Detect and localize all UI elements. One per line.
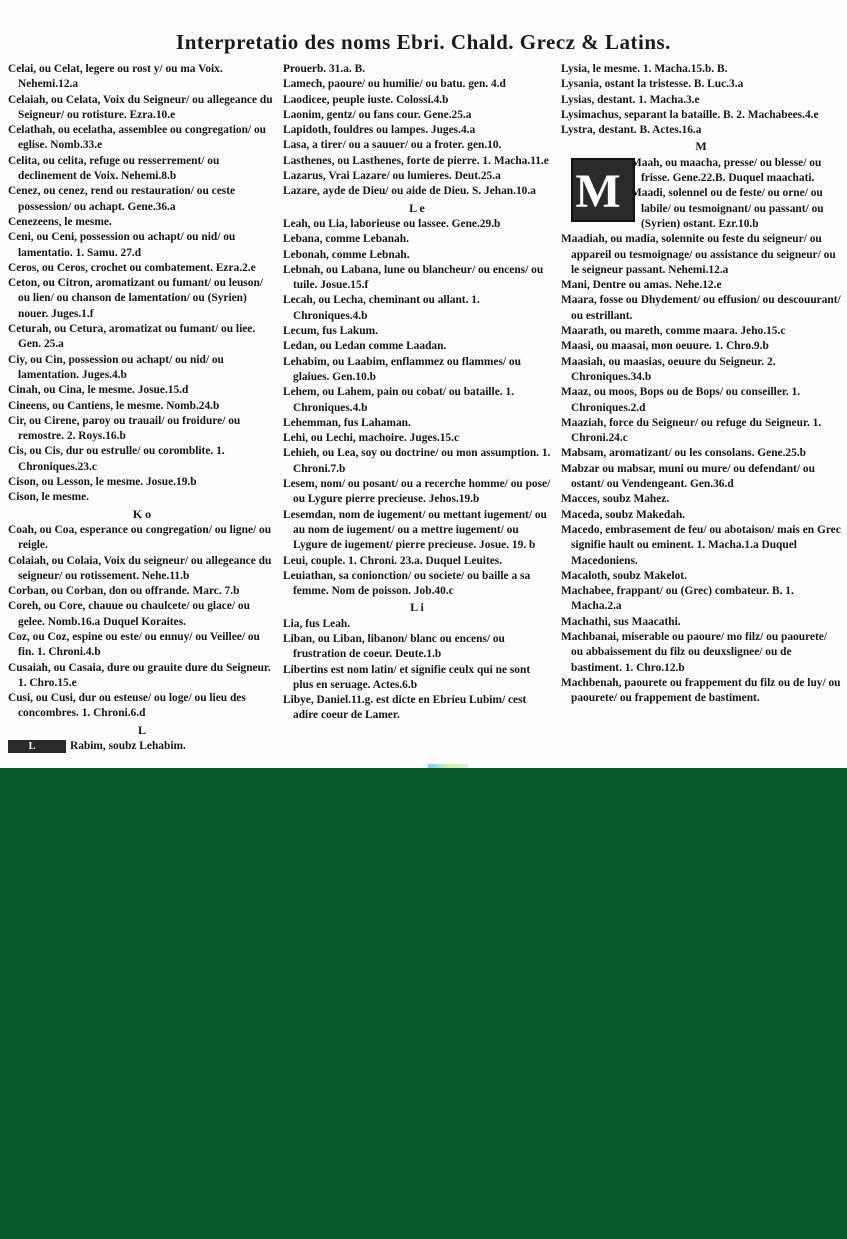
entry-text: Lazarus, Vrai Lazare/ ou lumieres. Deut.25.a: [283, 170, 501, 183]
glossary-entry: [561, 523, 841, 569]
section-letter: K o: [132, 506, 152, 521]
glossary-entry: [283, 93, 551, 108]
entry-text: Cir, ou Cirene, paroy ou trauail/ ou froidure/ ou remostre. 2. Roys.16.b: [8, 414, 241, 443]
entry-text: Machabee, frappant/ ou (Grec) combateur. B. 1. Macha.2.a: [561, 585, 794, 613]
entry-text: Lystra, destant. B. Actes.16.a: [561, 124, 702, 137]
entry-text: Lecum, fus Lakum.: [283, 325, 378, 338]
glossary-entry: [283, 431, 551, 446]
glossary-entry: [8, 414, 276, 445]
glossary-entry: [283, 554, 551, 569]
entry-text: Cusi, ou Cusi, dur ou esteuse/ ou loge/ ou lieu des concombres. 1. Chroni.6.d: [8, 692, 246, 720]
glossary-entry: [561, 123, 841, 138]
glossary-entry: [561, 278, 841, 293]
entry-text: Maceda, soubz Makedah.: [561, 508, 686, 521]
glossary-entry: [8, 475, 276, 490]
glossary-entry: [561, 508, 841, 523]
entry-text: Laodicee, peuple iuste. Colossi.4.b: [283, 93, 449, 106]
glossary-entry: [561, 446, 841, 461]
glossary-entry: [283, 632, 551, 663]
entry-text: Corban, ou Corban, don ou offrande. Marc. 7.b: [8, 585, 240, 598]
glossary-entry: [8, 62, 276, 93]
glossary-entry: [8, 383, 276, 398]
entry-text: Lehieh, ou Lea, soy ou doctrine/ ou mon assumption. 1. Chroni.7.b: [283, 447, 551, 475]
glossary-entry: [561, 569, 841, 584]
entry-text: Rabim, soubz Lehabim.: [70, 740, 186, 753]
glossary-entry: [8, 353, 276, 384]
section-letter: M: [695, 139, 707, 154]
glossary-entry: [8, 523, 276, 554]
glossary-entry: [283, 138, 551, 153]
entry-text: Lysania, ostant la tristesse. B. Luc.3.a: [561, 78, 744, 91]
glossary-entry: [283, 663, 551, 694]
entry-text: Maaz, ou moos, Bops ou de Bops/ ou conseiller. 1. Chroniques.2.d: [561, 386, 801, 414]
decorated-initial-icon: L: [8, 740, 66, 753]
glossary-entry: [8, 490, 276, 505]
glossary-entry: [8, 123, 276, 154]
glossary-entry: [561, 293, 841, 324]
entry-text: Lehem, ou Lahem, pain ou cobat/ ou bataille. 1. Chroniques.4.b: [283, 386, 514, 414]
entry-text: Machbanai, miserable ou paoure/ mo filz/ ou paourete/ ou abbaissement du filz ou deuxslignee/ ou de bastiment. 1. Chro.12.b: [561, 630, 827, 674]
entry-text: Maara, fosse ou Dhydement/ ou effusion/ ou descouurant/ ou estrillant.: [561, 294, 841, 322]
entry-text: Prouerb. 31.a. B.: [283, 63, 366, 75]
glossary-entry: [283, 416, 551, 431]
entry-text: Ceni, ou Ceni, possession ou achapt/ ou nid/ ou lamentatio. 1. Samu. 27.d: [8, 231, 236, 259]
entry-text: Coah, ou Coa, esperance ou congregation/ ou ligne/ ou reigle.: [8, 523, 272, 552]
entry-text: Lasa, a tirer/ ou a sauuer/ ou a froter. gen.10.: [283, 139, 502, 152]
entry-text: Ciy, ou Cin, possession ou achapt/ ou nid/ ou lamentation. Juges.4.b: [8, 353, 224, 381]
entry-text: Celita, ou celita, refuge ou resserrement/ ou declinement de Voix. Nehemi.8.b: [8, 154, 220, 183]
glossary-entry: [561, 339, 841, 354]
glossary-entry: [561, 93, 841, 108]
glossary-entry: [283, 355, 551, 386]
entry-text: Maasiah, ou maasias, oeuure du Seigneur. 2. Chroniques.34.b: [561, 355, 776, 383]
entry-text: Liban, ou Liban, libanon/ blanc ou encens/ ou frustration de coeur. Deute.1.b: [283, 632, 505, 661]
glossary-entry: [8, 599, 276, 630]
glossary-entry: [283, 169, 551, 184]
glossary-entry: [561, 630, 841, 676]
entry-text: Celai, ou Celat, legere ou rost y/ ou ma Voix. Nehemi.12.a: [8, 63, 223, 91]
entry-text: Ledan, ou Ledan comme Laadan.: [283, 340, 447, 353]
glossary-entry: [561, 324, 841, 339]
glossary-entry: [8, 322, 276, 353]
entry-text: Machbenah, paourete ou frappement du filz ou de luy/ ou paourete/ ou frappement de bastiment.: [561, 676, 841, 705]
entry-text: Lecah, ou Lecha, cheminant ou allant. 1. Chroniques.4.b: [283, 294, 480, 322]
glossary-entry: [561, 615, 841, 630]
glossary-entry: [561, 355, 841, 386]
entry-text: Cis, ou Cis, dur ou estrulle/ ou coromblite. 1. Chroniques.23.c: [8, 445, 225, 473]
glossary-entry: [8, 554, 276, 585]
glossary-entry: [8, 184, 276, 215]
entry-text: Maah, ou maacha, presse/ ou blesse/ ou frisse. Gene.22.B. Duquel maachati.: [631, 156, 822, 185]
glossary-entry: [8, 661, 276, 692]
column-2: [283, 62, 551, 724]
glossary-entry: [283, 477, 551, 508]
entry-text: Coreh, ou Core, chauue ou chaulcete/ ou glace/ ou gelee. Nomb.16.a Duquel Koraites.: [8, 600, 250, 628]
entry-text: Maaziah, force du Seigneur/ ou refuge du Seigneur. 1. Chroni.24.c: [561, 416, 822, 445]
entry-text: Maadi, solennel ou de feste/ ou orne/ ou labile/ ou tesmoignant/ ou passant/ ou (Syrien) ostant. Ezr.10.b: [631, 187, 824, 230]
glossary-entry: [283, 248, 551, 263]
entry-text: Cison, ou Lesson, le mesme. Josue.19.b: [8, 476, 197, 489]
entry-text: Lysimachus, separant la bataille. B. 2. Machabees.4.e: [561, 108, 819, 121]
column-1: [8, 62, 276, 754]
glossary-entry: [561, 108, 841, 123]
glossary-entry: [283, 77, 551, 92]
section-letter: L e: [409, 200, 425, 215]
entry-text: Coz, ou Coz, espine ou este/ ou ennuy/ ou Veillee/ ou fin. 1. Chroni.4.b: [8, 630, 260, 659]
entry-text: Lysia, le mesme. 1. Macha.15.b. B.: [561, 63, 728, 75]
column-3: [561, 62, 841, 706]
entry-text: Lehi, ou Lechi, machoire. Juges.15.c: [283, 432, 460, 445]
entry-text: Leah, ou Lia, laborieuse ou lassee. Gene.29.b: [283, 217, 501, 230]
entry-text: Macces, soubz Mahez.: [561, 493, 670, 506]
entry-text: Lamech, paoure/ ou humilie/ ou batu. gen. 4.d: [283, 78, 506, 91]
glossary-entry: [283, 617, 551, 632]
glossary-entry: [561, 492, 841, 507]
entry-text: Mani, Dentre ou amas. Nehe.12.e: [561, 279, 722, 292]
glossary-entry: [8, 261, 276, 276]
entry-text: Libye, Daniel.11.g. est dicte en Ebrieu Lubim/ cest adire coeur de Lamer.: [283, 694, 527, 722]
entry-text: Lysias, destant. 1. Macha.3.e: [561, 93, 700, 106]
entry-text: Lasthenes, ou Lasthenes, forte de pierre. 1. Macha.11.e: [283, 154, 549, 167]
entry-text: Celathah, ou ecelatha, assemblee ou congregation/ ou eglise. Nomb.33.e: [8, 124, 266, 152]
entry-text: Cison, le mesme.: [8, 491, 89, 504]
glossary-entry: [8, 630, 276, 661]
entry-text: Lebonah, comme Lebnah.: [283, 248, 410, 261]
glossary-entry: [8, 444, 276, 475]
glossary-entry: [561, 584, 841, 615]
entry-text: Libertins est nom latin/ et signifie ceulx qui ne sont plus en seruage. Actes.6.b: [283, 663, 531, 691]
glossary-entry: [283, 569, 551, 600]
entry-text: Maasi, ou maasai, mon oeuure. 1. Chro.9.b: [561, 340, 769, 353]
glossary-entry: [283, 154, 551, 169]
entry-text: Maarath, ou mareth, comme maara. Jeho.15.c: [561, 325, 786, 338]
page-title: Interpretatio des noms Ebri. Chald. Grecz & Latins.: [176, 30, 671, 54]
entry-text: Machathi, sus Maacathi.: [561, 615, 681, 628]
entry-text: Ceton, ou Citron, aromatizant ou fumant/ ou leuson/ ou lien/ ou chanson de lamentation/ ou (Syrien) nouer. Juges.1.f: [8, 277, 263, 320]
glossary-entry: [283, 293, 551, 324]
glossary-entry: [8, 584, 276, 599]
glossary-entry: [283, 123, 551, 138]
glossary-entry: [283, 232, 551, 247]
entry-text: Colaiah, ou Colaia, Voix du seigneur/ ou allegeance du seigneur/ ou rotissement. Nehe.11.b: [8, 554, 272, 582]
glossary-entry: [283, 62, 551, 77]
entry-text: Macaloth, soubz Makelot.: [561, 569, 687, 582]
entry-text: Lia, fus Leah.: [283, 617, 351, 630]
glossary-entry: [283, 339, 551, 354]
entry-text: Laonim, gentz/ ou fans cour. Gene.25.a: [283, 108, 472, 121]
entry-text: Cinah, ou Cina, le mesme. Josue.15.d: [8, 384, 189, 397]
glossary-entry: [283, 217, 551, 232]
glossary-entry: [8, 230, 276, 261]
green-overlay-region: [0, 768, 847, 1239]
glossary-entry: [8, 399, 276, 414]
glossary-entry: [283, 508, 551, 554]
entry-text: Celaiah, ou Celata, Voix du Seigneur/ ou allegeance du Seigneur/ ou rotisture. Ezra.10.e: [8, 93, 273, 121]
entry-text: Maadiah, ou madia, solennite ou feste du seigneur/ ou appareil ou tesmoignage/ ou assistance du seigneur/ ou le seigneur passant. Nehemi.12.a: [561, 233, 836, 276]
glossary-entry: [561, 416, 841, 447]
glossary-entry: [8, 93, 276, 124]
entry-text: Cenez, ou cenez, rend ou restauration/ ou ceste possession/ ou achapt. Gene.36.a: [8, 185, 236, 213]
section-letter: L i: [410, 600, 424, 615]
glossary-entry: [283, 693, 551, 724]
entry-text: Cineens, ou Cantiens, le mesme. Nomb.24.b: [8, 399, 220, 412]
entry-text: Ceturah, ou Cetura, aromatizat ou fumant/ ou liee. Gen. 25.a: [8, 323, 256, 351]
glossary-entry: [283, 324, 551, 339]
entry-text: Lesem, nom/ ou posant/ ou a recerche homme/ ou pose/ ou Lygure pierre precieuse. Jehos.19.b: [283, 478, 551, 506]
entry-text: Lazare, ayde de Dieu/ ou aide de Dieu. S. Jehan.10.a: [283, 185, 536, 198]
glossary-entry: [283, 446, 551, 477]
glossary-entry: [283, 263, 551, 294]
entry-text: Lehabim, ou Laabim, enflammez ou flammes/ ou glaiues. Gen.10.b: [283, 355, 521, 383]
glossary-entry: [283, 385, 551, 416]
glossary-entry: [8, 691, 276, 722]
entry-text: Cenezeens, le mesme.: [8, 215, 112, 228]
entry-text: Cusaiah, ou Casaia, dure ou grauite dure du Seigneur. 1. Chro.15.e: [8, 661, 271, 689]
entry-text: Ceros, ou Ceros, crochet ou combatement. Ezra.2.e: [8, 261, 256, 274]
entry-text: Mabzar ou mabsar, muni ou mure/ ou defendant/ ou ostant/ ou Vendengeant. Gen.36.d: [561, 462, 815, 491]
entry-text: Lebana, comme Lebanah.: [283, 233, 409, 246]
entry-text: Lehemman, fus Lahaman.: [283, 416, 411, 429]
glossary-entry: [561, 62, 841, 77]
entry-text: Macedo, embrasement de feu/ ou abotaison/ mais en Grec signifie hault ou eminent. 1. Macha.1.a Duquel Macedoniens.: [561, 523, 841, 567]
decorated-initial-icon: M: [571, 158, 635, 222]
entry-text: Mabsam, aromatizant/ ou les consolans. Gene.25.b: [561, 447, 807, 460]
entry-text: Leui, couple. 1. Chroni. 23.a. Duquel Leuites.: [283, 554, 503, 567]
entry-text: Lesemdan, nom de iugement/ ou mettant iugement/ ou au nom de iugement/ ou a mettre iugement/ ou Lygure de iugement/ pierre precieuse. Josue. 19. b: [283, 508, 547, 552]
glossary-entry: [8, 276, 276, 322]
glossary-entry: [8, 154, 276, 185]
entry-text: Leuiathan, sa conionction/ ou societe/ ou baille a sa femme. Nom de poisson. Job.40.c: [283, 569, 531, 598]
glossary-entry: [561, 676, 841, 707]
section-letter: L: [137, 722, 146, 737]
glossary-entry: [8, 739, 276, 754]
glossary-entry: [8, 215, 276, 230]
glossary-entry: [561, 462, 841, 493]
glossary-entry: [561, 385, 841, 416]
glossary-entry: [283, 184, 551, 199]
entry-text: Lebnah, ou Labana, lune ou blancheur/ ou encens/ ou tuile. Josue.15.f: [283, 263, 544, 292]
glossary-entry: [561, 77, 841, 92]
glossary-entry: [561, 232, 841, 278]
glossary-entry: [283, 108, 551, 123]
entry-text: Lapidoth, fouldres ou lampes. Juges.4.a: [283, 124, 476, 137]
